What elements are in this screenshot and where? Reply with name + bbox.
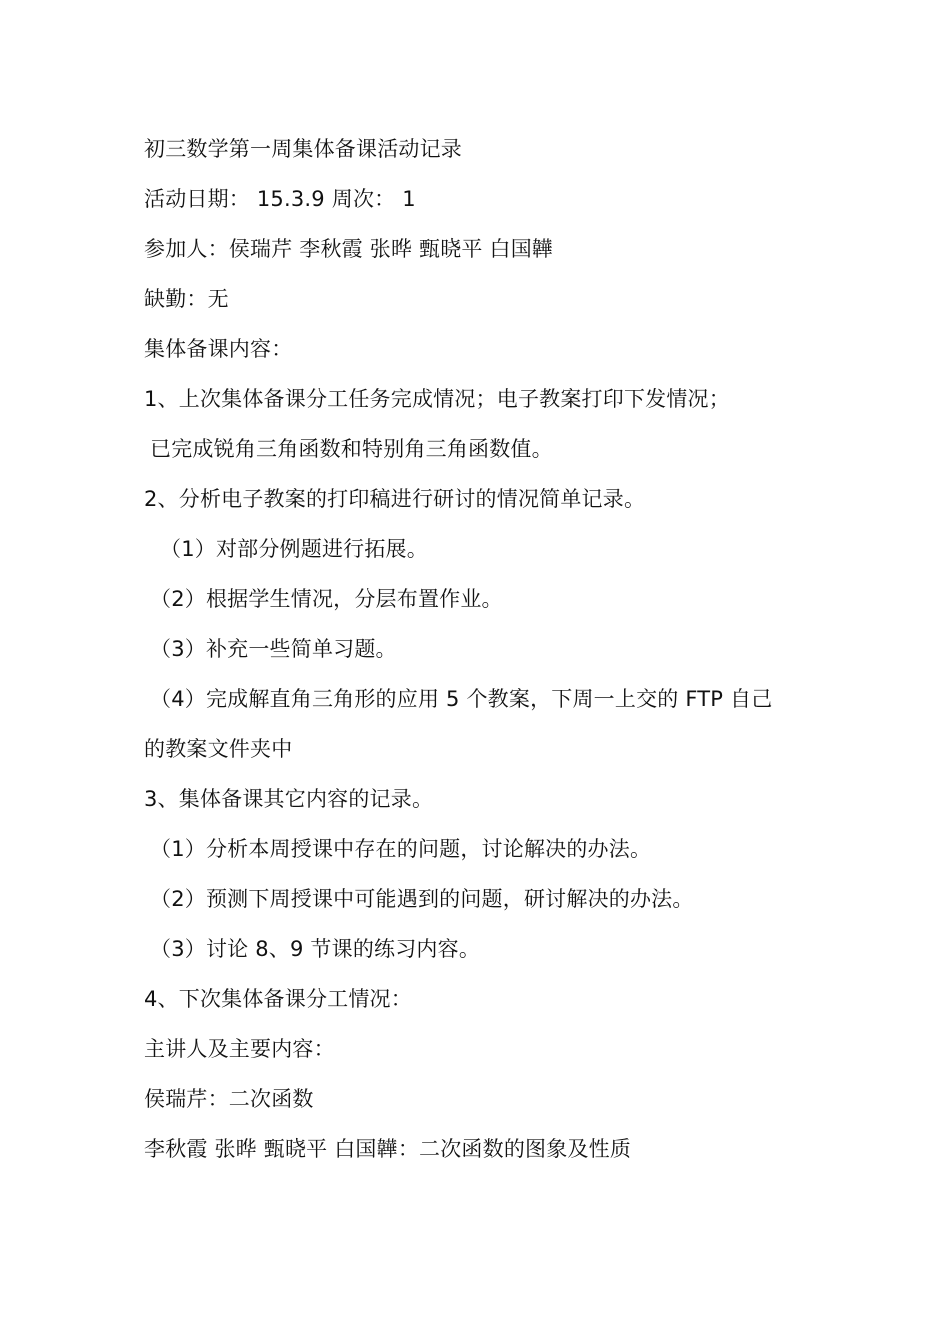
content-heading: 集体备课内容： — [144, 337, 293, 361]
item-2-sub-4: （4）完成解直角三角形的应用 5 个教案，下周一上交的 FTP 自己 — [150, 687, 773, 711]
speaker-1: 侯瑞芹：二次函数 — [144, 1087, 314, 1111]
item-2-sub-1: （1）对部分例题进行拓展。 — [160, 537, 428, 561]
activity-date-line: 活动日期： 15.3.9 周次： 1 — [144, 187, 416, 211]
participants-line: 参加人：侯瑞芹 李秋霞 张晔 甄晓平 白国韡 — [144, 237, 554, 261]
item-2-sub-4-continued: 的教案文件夹中 — [144, 737, 293, 761]
item-2-sub-3: （3）补充一些简单习题。 — [150, 637, 397, 661]
document-title: 初三数学第一周集体备课活动记录 — [144, 137, 462, 161]
speaker-2: 李秋霞 张晔 甄晓平 白国韡：二次函数的图象及性质 — [144, 1137, 632, 1161]
item-3-sub-1: （1）分析本周授课中存在的问题，讨论解决的办法。 — [150, 837, 652, 861]
item-2: 2、分析电子教案的打印稿进行研讨的情况简单记录。 — [144, 487, 646, 511]
item-2-sub-2: （2）根据学生情况，分层布置作业。 — [150, 587, 503, 611]
absent-line: 缺勤：无 — [144, 287, 229, 311]
item-1: 1、上次集体备课分工任务完成情况；电子教案打印下发情况； — [144, 387, 730, 411]
item-1-detail: 已完成锐角三角函数和特别角三角函数值。 — [150, 437, 553, 461]
item-3: 3、集体备课其它内容的记录。 — [144, 787, 434, 811]
speaker-heading: 主讲人及主要内容： — [144, 1037, 335, 1061]
item-4: 4、下次集体备课分工情况： — [144, 987, 412, 1011]
item-3-sub-3: （3）讨论 8、9 节课的练习内容。 — [150, 937, 481, 961]
item-3-sub-2: （2）预测下周授课中可能遇到的问题，研讨解决的办法。 — [150, 887, 694, 911]
